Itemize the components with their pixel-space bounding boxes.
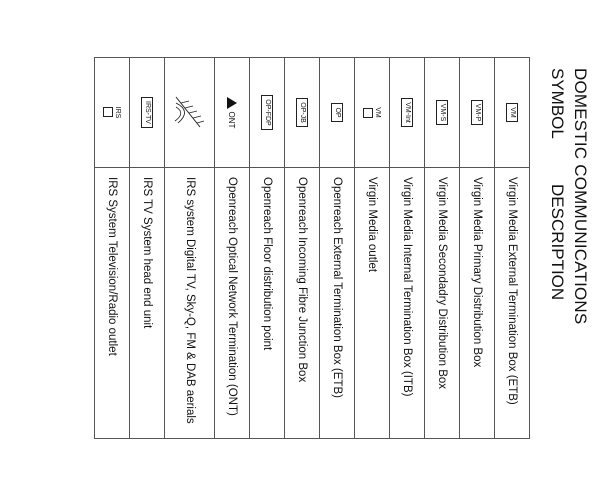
description-cell: Virgin Media Internal Termination Box (ITB) <box>390 168 425 439</box>
description-cell: Virgin Media Secondadry Distribution Box <box>425 168 460 439</box>
symbol-cell <box>130 58 165 168</box>
symbol-cell <box>215 58 250 168</box>
symbol-cell <box>425 58 460 168</box>
description-cell: Virgin Media External Termination Box (ETB) <box>495 168 530 439</box>
op-etb-symbol: OP <box>331 103 343 121</box>
ont-triangle-icon <box>227 97 237 109</box>
symbol-cell <box>250 58 285 168</box>
table-row <box>165 58 215 439</box>
irs-tv-symbol: IRS-TV <box>141 97 153 128</box>
table-row <box>130 58 165 439</box>
description-cell: Virgin Media Primary Distribution Box <box>460 168 495 439</box>
table-row <box>355 58 390 439</box>
description-cell: IRS system Digital TV, Sky-Q, FM & DAB aerials <box>165 168 215 439</box>
table-row <box>495 58 530 439</box>
symbol-cell <box>320 58 355 168</box>
outlet-square-icon <box>103 107 113 117</box>
table-row <box>425 58 460 439</box>
table-row <box>215 58 250 439</box>
vm-int-symbol: VM-Int <box>401 98 413 127</box>
op-fdp-symbol: OP-FDP <box>261 95 273 129</box>
op-jb-symbol: OP-JB <box>296 98 308 127</box>
vm-s-symbol: VM-S <box>436 100 448 126</box>
symbol-cell <box>355 58 390 168</box>
symbol-cell <box>390 58 425 168</box>
aerial-icon <box>173 93 207 133</box>
table-row <box>285 58 320 439</box>
symbol-cell <box>495 58 530 168</box>
irs-outlet-label: IRS <box>114 106 121 119</box>
legend-table <box>94 57 530 439</box>
description-cell: Openreach Incoming Fibre Junction Box <box>285 168 320 439</box>
vm-p-symbol: VM-P <box>471 100 483 126</box>
description-cell: Openreach Optical Network Termination (ONT) <box>215 168 250 439</box>
symbol-cell <box>95 58 130 168</box>
table-row <box>320 58 355 439</box>
description-cell: IRS System Television/Radio outlet <box>95 168 130 439</box>
description-cell: Openreach Floor distribution point <box>250 168 285 439</box>
description-column-header: DESCRIPTION <box>548 184 567 301</box>
description-cell: Openreach External Termination Box (ETB) <box>320 168 355 439</box>
outlet-square-icon <box>363 108 373 118</box>
vm-etb-symbol: VM <box>506 103 518 122</box>
symbol-cell <box>285 58 320 168</box>
page-title: DOMESTIC COMMUNICATIONS <box>571 68 590 325</box>
table-row <box>390 58 425 439</box>
symbol-cell <box>460 58 495 168</box>
table-row <box>460 58 495 439</box>
description-cell: Virgin Media outlet <box>355 168 390 439</box>
table-row <box>95 58 130 439</box>
table-row <box>250 58 285 439</box>
symbol-cell <box>165 58 215 168</box>
vm-outlet-label: VM <box>374 107 381 118</box>
description-cell: IRS TV System head end unit <box>130 168 165 439</box>
symbol-column-header: SYMBOL <box>548 68 567 139</box>
ont-label: ONT <box>227 111 237 129</box>
